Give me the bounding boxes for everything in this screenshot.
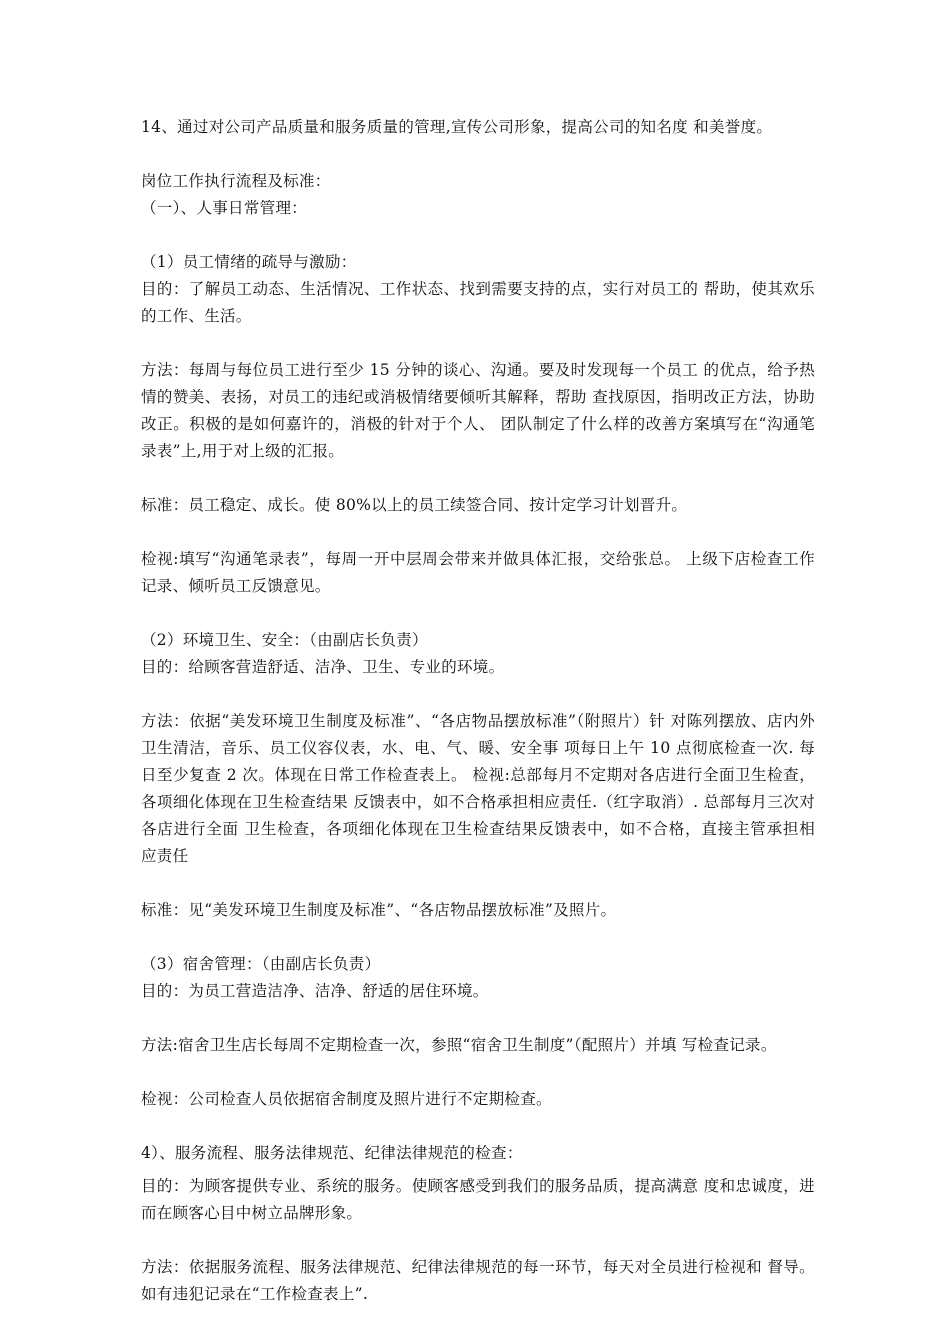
paragraph-method: 方法：依据“美发环境卫生制度及标准”、“各店物品摆放标准”（附照片）针 对陈列摆放、店内外卫生清洁，音乐、员工仪容仪表，水、电、气、暖、安全事 项每日上午 10 点彻底检查一次. 每日至少复查 2 次。体现在日常工作检查表上。 检视:总部每月不定期对各店进行全面卫生检查，各项细化体现在卫生检查结果 反馈表中，如不合格承担相应责任.（红字取消）. 总部每月三次对各店进行全面 卫生检查，各项细化体现在卫生检查结果反馈表中，如不合格，直接主管承担相 应责任 xyxy=(141,712,815,865)
section-heading-hr-daily: （一）、人事日常管理： xyxy=(141,199,308,217)
paragraph-spacer xyxy=(141,1005,815,1032)
paragraph-spacer xyxy=(141,600,815,627)
paragraph-method: 方法：每周与每位员工进行至少 15 分钟的谈心、沟通。要及时发现每一个员工 的优点，给予热情的赞美、表扬，对员工的违纪或消极情绪要倾听其解释，帮助 查找原因，指明改正方法，协助改正。积极的是如何嘉许的，消极的针对于个人、 团队制定了什么样的改善方案填写在“沟通笔录表”上,用于对上级的汇报。 xyxy=(141,361,815,460)
paragraph-spacer xyxy=(141,870,815,897)
paragraph-inspection: 检视：公司检查人员依据宿舍制度及照片进行不定期检查。 xyxy=(141,1090,552,1108)
paragraph-spacer xyxy=(141,519,815,546)
subsection-heading-emotion: （1）员工情绪的疏导与激励： xyxy=(141,253,357,271)
subsection-heading-service: 4）、服务流程、服务法律规范、纪律法律规范的检查： xyxy=(141,1144,523,1162)
document-page xyxy=(141,114,815,1308)
paragraph-purpose: 目的：为顾客提供专业、系统的服务。使顾客感受到我们的服务品质，提高满意 度和忠诚度，进而在顾客心目中树立品牌形象。 xyxy=(141,1177,815,1222)
paragraph-method: 方法：依据服务流程、服务法律规范、纪律法律规范的每一环节，每天对全员进行检视和 督导。如有违犯记录在“工作检查表上”. xyxy=(141,1258,815,1303)
subsection-heading-dormitory: （3）宿舍管理：（由副店长负责） xyxy=(141,955,381,973)
section-heading-workflow: 岗位工作执行流程及标准： xyxy=(141,172,331,190)
paragraph-purpose: 目的：了解员工动态、生活情况、工作状态、找到需要支持的点，实行对员工的 帮助，使其欢乐的工作、生活。 xyxy=(141,280,815,325)
paragraph-purpose: 目的：为员工营造洁净、洁净、舒适的居住环境。 xyxy=(141,982,489,1000)
paragraph-spacer xyxy=(141,1227,815,1254)
paragraph-spacer xyxy=(141,924,815,951)
paragraph-spacer xyxy=(141,222,815,249)
paragraph-spacer xyxy=(141,1113,815,1140)
paragraph-spacer xyxy=(141,1059,815,1086)
paragraph-spacer xyxy=(141,330,815,357)
paragraph-spacer xyxy=(141,681,815,708)
paragraph-item-14: 14、通过对公司产品质量和服务质量的管理,宣传公司形象，提高公司的知名度 和美誉度。 xyxy=(141,118,773,136)
paragraph-inspection: 检视:填写“沟通笔录表”，每周一开中层周会带来并做具体汇报，交给张总。 上级下店检查工作记录、倾听员工反馈意见。 xyxy=(141,550,815,595)
subsection-heading-environment: （2）环境卫生、安全：（由副店长负责） xyxy=(141,631,428,649)
paragraph-spacer xyxy=(141,465,815,492)
paragraph-method: 方法:宿舍卫生店长每周不定期检查一次，参照“宿舍卫生制度”（配照片）并填 写检查记录。 xyxy=(141,1036,777,1054)
paragraph-purpose: 目的：给顾客营造舒适、洁净、卫生、专业的环境。 xyxy=(141,658,505,676)
paragraph-spacer xyxy=(141,141,815,168)
paragraph-standard: 标准：见“美发环境卫生制度及标准”、“各店物品摆放标准”及照片。 xyxy=(141,901,617,919)
paragraph-standard: 标准：员工稳定、成长。使 80%以上的员工续签合同、按计定学习计划晋升。 xyxy=(141,496,688,514)
